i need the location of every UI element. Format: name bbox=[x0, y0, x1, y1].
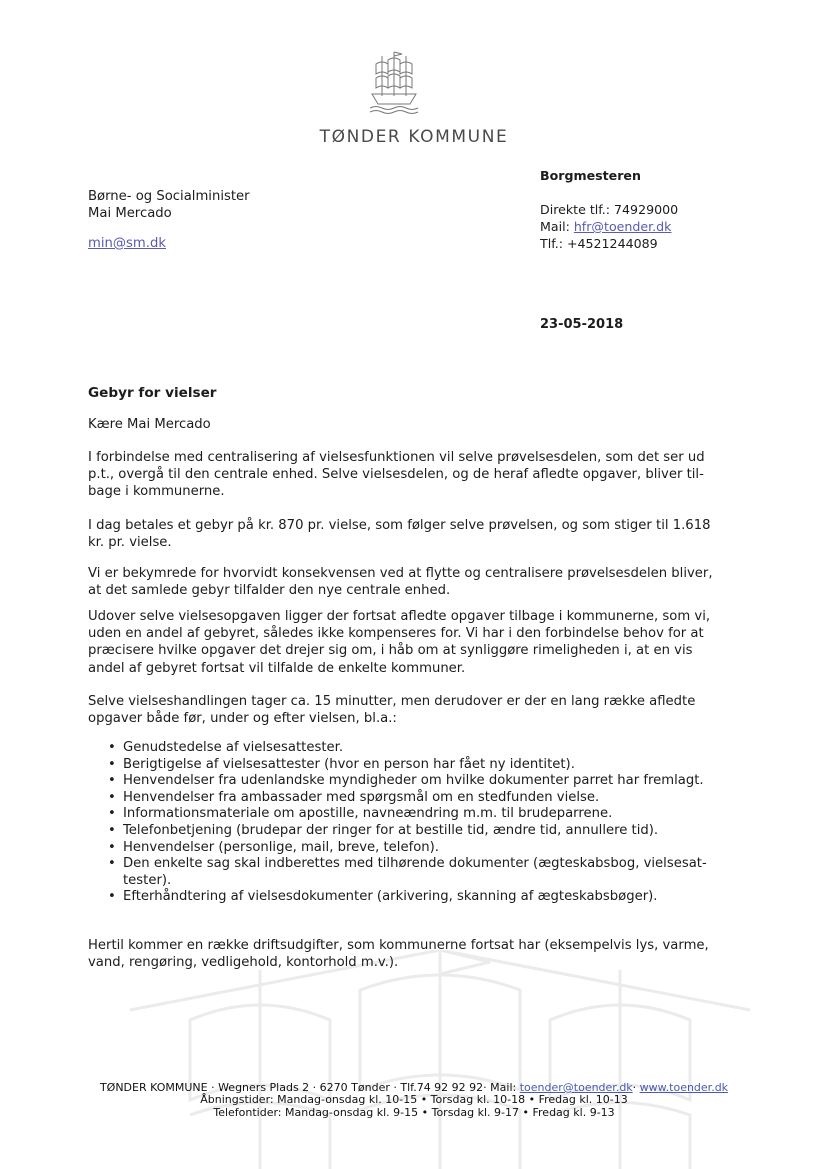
sender-phone: Tlf.: +4521244089 bbox=[540, 236, 658, 251]
bullet-icon: • bbox=[108, 839, 116, 855]
paragraph-line: Selve vielseshandlingen tager ca. 15 minutter, men derudover er der en lang række afledte bbox=[88, 694, 696, 709]
recipient-block bbox=[88, 188, 250, 222]
list-item: • Efterhåndtering af vielsesdokumenter (arkivering, skanning af ægteskabsbøger). bbox=[108, 889, 658, 905]
sender-mail-label: Mail: bbox=[540, 219, 574, 234]
paragraph-line: vand, rengøring, vedligehold, kontorhold m.v.). bbox=[88, 955, 399, 971]
list-item: • Henvendelser fra udenlandske myndigheder om hvilke dokumenter parret har fremlagt. bbox=[108, 773, 704, 789]
list-item-continuation: tester). bbox=[123, 872, 172, 888]
paragraph-line: I dag betales et gebyr på kr. 870 pr. vielse, som følger selve prøvelsen, og som stiger til 1.618 bbox=[88, 518, 711, 533]
footer-web-link[interactable]: www.toender.dk bbox=[639, 1081, 729, 1094]
paragraph-1 bbox=[88, 449, 738, 501]
list-item: • Den enkelte sag skal indberettes med tilhørende dokumenter (ægteskabsbog, vielsesat- bbox=[108, 856, 707, 872]
letter-footer bbox=[0, 1082, 828, 1119]
sender-mail-row bbox=[540, 218, 678, 235]
paragraph-4 bbox=[88, 608, 738, 677]
bullet-icon: • bbox=[108, 856, 116, 872]
bullet-icon: • bbox=[108, 756, 116, 772]
list-item: • Genudstedelse af vielsesattester. bbox=[108, 740, 344, 755]
bullet-icon: • bbox=[108, 822, 116, 838]
paragraph-line: bage i kommunerne. bbox=[88, 484, 225, 500]
list-item: • Informationsmateriale om apostille, navneændring m.m. til brudeparrene. bbox=[108, 806, 613, 822]
ship-watermark-icon bbox=[130, 950, 750, 1169]
footer-separator: · bbox=[632, 1081, 640, 1094]
paragraph-line: kr. pr. vielse. bbox=[88, 535, 172, 551]
paragraph-line: andel af gebyret fortsat vil tilfalde de enkelte kommuner. bbox=[88, 660, 466, 676]
recipient-name: Mai Mercado bbox=[88, 206, 172, 221]
list-item: • Berigtigelse af vielsesattester (hvor en person har fået ny identitet). bbox=[108, 756, 575, 772]
footer-opening-hours: Åbningstider: Mandag-onsdag kl. 10-15 • Torsdag kl. 10-18 • Fredag kl. 10-13 bbox=[200, 1093, 628, 1107]
list-item: • Henvendelser (personlige, mail, breve, telefon). bbox=[108, 839, 439, 855]
sender-direct-phone: Direkte tlf.: 74929000 bbox=[540, 202, 679, 217]
bullet-icon: • bbox=[108, 806, 116, 822]
footer-mail-link[interactable]: toender@toender.dk bbox=[519, 1081, 633, 1094]
footer-phone-hours: Telefontider: Mandag-onsdag kl. 9-15 • Torsdag kl. 9-17 • Fredag kl. 9-13 bbox=[213, 1105, 615, 1119]
paragraph-line: p.t., overgå til den centrale enhed. Selve vielsesdelen, og de heraf afledte opgaver, bliver til- bbox=[88, 467, 704, 483]
paragraph-line: I forbindelse med centralisering af vielsesfunktionen vil selve prøvelsesdelen, som det ser ud bbox=[88, 450, 705, 465]
letter-date: 23-05-2018 bbox=[540, 317, 624, 332]
paragraph-line: uden en andel af gebyret, således ikke kompenseres for. Vi har i den forbindelse behov for at bbox=[88, 626, 704, 642]
paragraph-2 bbox=[88, 517, 738, 551]
recipient-title: Børne- og Socialminister bbox=[88, 189, 250, 204]
paragraph-line: præcisere hvilke opgaver det drejer sig om, i håb om at synliggøre rimeligheden i, at en vis bbox=[88, 643, 693, 659]
organization-name: TØNDER KOMMUNE bbox=[319, 127, 509, 147]
bullet-icon: • bbox=[108, 789, 116, 805]
paragraph-line: at det samlede gebyr tilfalder den nye centrale enhed. bbox=[88, 583, 451, 599]
paragraph-line: Vi er bekymrede for hvorvidt konsekvensen ved at flytte og centralisere prøvelsesdelen bliver, bbox=[88, 566, 713, 581]
sender-block bbox=[540, 167, 678, 252]
paragraph-5 bbox=[88, 693, 738, 727]
paragraph-line: Hertil kommer en række driftsudgifter, som kommunerne fortsat har (eksempelvis lys, varme, bbox=[88, 938, 709, 953]
bullet-icon: • bbox=[108, 740, 116, 755]
bullet-icon: • bbox=[108, 889, 116, 905]
task-bullet-list bbox=[108, 740, 707, 906]
list-item: • Telefonbetjening (brudepar der ringer for at bestille tid, ændre tid, annullere tid). bbox=[108, 822, 659, 838]
footer-address: TØNDER KOMMUNE · Wegners Plads 2 · 6270 Tønder · Tlf.74 92 92 92· Mail: bbox=[99, 1081, 520, 1094]
list-item: • Henvendelser fra ambassader med spørgsmål om en stedfunden vielse. bbox=[108, 789, 600, 805]
paragraph-line: Udover selve vielsesopgaven ligger der fortsat afledte opgaver tilbage i kommunerne, som vi, bbox=[88, 609, 711, 624]
ship-crest-logo-icon bbox=[368, 50, 420, 114]
letter-subject: Gebyr for vielser bbox=[88, 385, 217, 401]
recipient-email-link[interactable]: min@sm.dk bbox=[88, 236, 166, 251]
sender-mail-link[interactable]: hfr@toender.dk bbox=[573, 219, 672, 234]
paragraph-line: opgaver både før, under og efter vielsen, bl.a.: bbox=[88, 711, 397, 727]
paragraph-3 bbox=[88, 565, 738, 599]
bullet-icon: • bbox=[108, 773, 116, 789]
letter-greeting: Kære Mai Mercado bbox=[88, 417, 211, 432]
sender-title: Borgmesteren bbox=[540, 168, 641, 183]
